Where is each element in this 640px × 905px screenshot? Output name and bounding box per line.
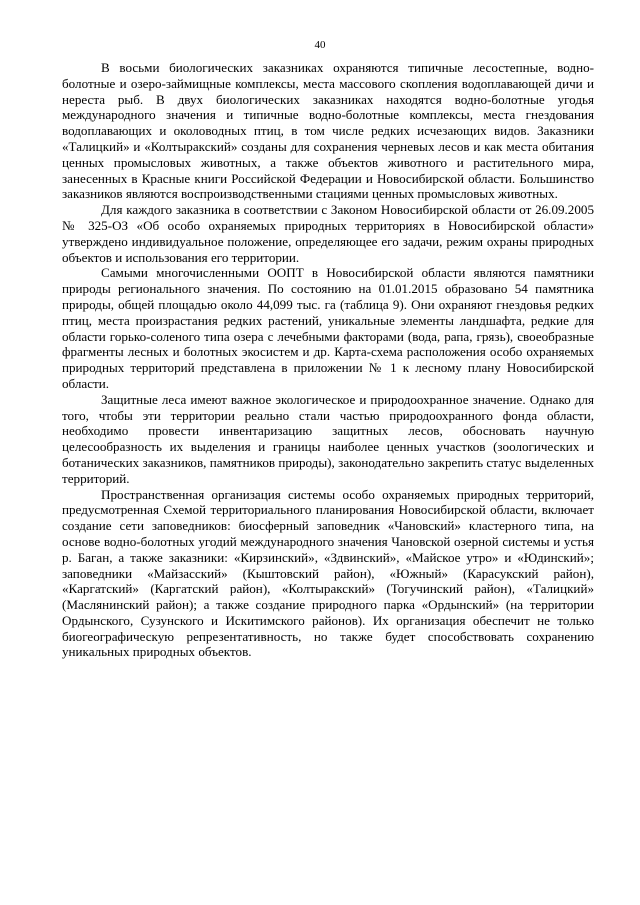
paragraph-spatial-organization: Пространственная организация системы особо охраняемых природных территорий, предусмотренная Схемой территориального планирования Новосибирской области, включает создание сети заповедников: биосферный заповедник «Чановский» кластерного типа, на основе водно-болотных угодий международного значения Чановской озерной системы и устья р. Баган, а также заказники: «Кирзинский», «Здвинский», «Майское утро» и «Юдинский»; заповедники «Майзасский» (Кыштовский район), «Южный» (Карасукский район), «Каргатский» (Каргатский район), «Колтыракский» (Тогучинский район), «Талицкий» (Маслянинский район); а также создание природного парка «Ордынский» (на территории Ордынского, Сузунского и Искитимского районов). Их организация обеспечит не только биогеографическую репрезентативность, но также будет способствовать сохранению уникальных природных объектов. bbox=[62, 486, 594, 660]
paragraph-biological-reserves: В восьми биологических заказниках охраняются типичные лесостепные, водно-болотные и озеро-займищные комплексы, места массового скопления водоплавающей дичи и нереста рыб. В двух биологических заказниках находятся водно-болотные угодья международного значения и типичные водно-болотные комплексы, места гнездования водоплавающих и околоводных птиц, в том числе редких исчезающих видов. Заказники «Талицкий» и «Колтыракский» созданы для сохранения черневых лесов и как места обитания ценных промысловых животных, а также объектов животного и растительного мира, занесенных в Красные книги Российской Федерации и Новосибирской области. Большинство заказников являются воспроизводственными стациями ценных промысловых животных. bbox=[62, 60, 594, 202]
paragraph-natural-monuments: Самыми многочисленными ООПТ в Новосибирской области являются памятники природы регионального значения. По состоянию на 01.01.2015 образовано 54 памятника природы, общей площадью около 44,099 тыс. га (таблица 9). Они охраняют гнездовья редких птиц, места произрастания редких растений, уникальные элементы ландшафта, редкие для области горько-соленого типа озера с лечебными факторами (вода, рапа, грязь), своеобразные фрагменты лесных и болотных экосистем и др. Карта-схема расположения особо охраняемых природных территорий представлена в приложении № 1 к лесному плану Новосибирской области. bbox=[62, 265, 594, 391]
paragraph-protective-forests: Защитные леса имеют важное экологическое и природоохранное значение. Однако для того, чтобы эти территории реально стали частью природоохранного фонда области, необходимо провести инвентаризацию защитных лесов, обосновать научную целесообразность их выделения и границы наиболее ценных участков (зоологических и ботанических заказников, памятников природы), законодательно закрепить статус выделенных территорий. bbox=[62, 391, 594, 486]
page-number: 40 bbox=[314, 39, 326, 51]
document-body bbox=[62, 60, 594, 660]
paragraph-reserve-regulations: Для каждого заказника в соответствии с Законом Новосибирской области от 26.09.2005 № 325-ОЗ «Об особо охраняемых природных территориях в Новосибирской области» утверждено индивидуальное положение, определяющее его задачи, режим охраны природных объектов и использования его территории. bbox=[62, 202, 594, 265]
